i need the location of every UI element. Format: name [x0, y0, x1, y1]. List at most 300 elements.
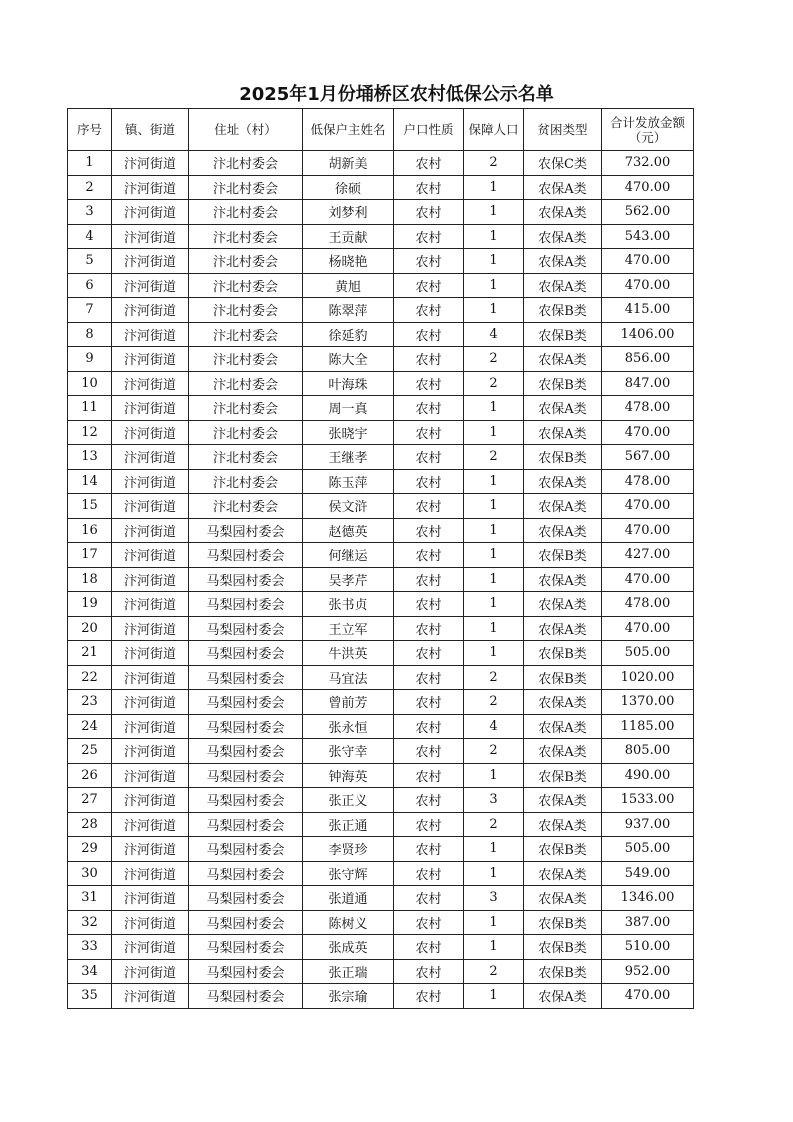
table-row: [68, 739, 694, 764]
table-row: [68, 200, 694, 225]
table-row: [68, 567, 694, 592]
people-cell: 2: [464, 739, 524, 764]
household-type-cell: 农村: [394, 420, 464, 445]
people-cell: 3: [464, 886, 524, 911]
header-street: 镇、街道: [112, 109, 189, 151]
page-title: 2025年1月份埇桥区农村低保公示名单: [239, 84, 554, 105]
name-cell: 张正通: [303, 812, 394, 837]
people-cell: 3: [464, 788, 524, 813]
people-cell: 1: [464, 543, 524, 568]
name-cell: 钟海英: [303, 763, 394, 788]
name-cell: 胡新美: [303, 151, 394, 176]
address-cell: 马梨园村委会: [189, 690, 303, 715]
people-cell: 1: [464, 420, 524, 445]
name-cell: 陈玉萍: [303, 469, 394, 494]
address-cell: 汴北村委会: [189, 469, 303, 494]
table-row: [68, 273, 694, 298]
index-cell: 23: [68, 690, 112, 715]
people-cell: 1: [464, 641, 524, 666]
amount-cell: 478.00: [602, 396, 694, 421]
street-cell: 汴河街道: [112, 886, 189, 911]
poverty-type-cell: 农保A类: [524, 984, 602, 1009]
people-cell: 1: [464, 175, 524, 200]
amount-cell: 478.00: [602, 469, 694, 494]
household-type-cell: 农村: [394, 616, 464, 641]
amount-cell: 470.00: [602, 249, 694, 274]
address-cell: 汴北村委会: [189, 396, 303, 421]
household-type-cell: 农村: [394, 494, 464, 519]
poverty-type-cell: 农保A类: [524, 616, 602, 641]
index-cell: 13: [68, 445, 112, 470]
street-cell: 汴河街道: [112, 151, 189, 176]
household-type-cell: 农村: [394, 690, 464, 715]
people-cell: 1: [464, 763, 524, 788]
index-cell: 3: [68, 200, 112, 225]
household-type-cell: 农村: [394, 469, 464, 494]
name-cell: 赵德英: [303, 518, 394, 543]
amount-cell: 470.00: [602, 567, 694, 592]
address-cell: 汴北村委会: [189, 273, 303, 298]
people-cell: 2: [464, 445, 524, 470]
name-cell: 陈大全: [303, 347, 394, 372]
people-cell: 2: [464, 347, 524, 372]
household-type-cell: 农村: [394, 984, 464, 1009]
index-cell: 26: [68, 763, 112, 788]
street-cell: 汴河街道: [112, 984, 189, 1009]
poverty-type-cell: 农保B类: [524, 298, 602, 323]
index-cell: 30: [68, 861, 112, 886]
table-row: [68, 714, 694, 739]
street-cell: 汴河街道: [112, 371, 189, 396]
table-row: [68, 347, 694, 372]
index-cell: 15: [68, 494, 112, 519]
index-cell: 22: [68, 665, 112, 690]
household-type-cell: 农村: [394, 567, 464, 592]
poverty-type-cell: 农保A类: [524, 273, 602, 298]
street-cell: 汴河街道: [112, 739, 189, 764]
household-type-cell: 农村: [394, 445, 464, 470]
name-cell: 张晓宇: [303, 420, 394, 445]
street-cell: 汴河街道: [112, 469, 189, 494]
amount-cell: 470.00: [602, 420, 694, 445]
table-row: [68, 322, 694, 347]
table-row: [68, 788, 694, 813]
people-cell: 1: [464, 396, 524, 421]
table-row: [68, 616, 694, 641]
address-cell: 汴北村委会: [189, 224, 303, 249]
household-type-cell: 农村: [394, 200, 464, 225]
address-cell: 马梨园村委会: [189, 984, 303, 1009]
name-cell: 王继孝: [303, 445, 394, 470]
street-cell: 汴河街道: [112, 543, 189, 568]
address-cell: 马梨园村委会: [189, 812, 303, 837]
poverty-type-cell: 农保A类: [524, 175, 602, 200]
household-type-cell: 农村: [394, 739, 464, 764]
poverty-type-cell: 农保A类: [524, 886, 602, 911]
index-cell: 5: [68, 249, 112, 274]
index-cell: 8: [68, 322, 112, 347]
index-cell: 12: [68, 420, 112, 445]
street-cell: 汴河街道: [112, 518, 189, 543]
table-row: [68, 175, 694, 200]
street-cell: 汴河街道: [112, 616, 189, 641]
amount-cell: 1346.00: [602, 886, 694, 911]
people-cell: 1: [464, 469, 524, 494]
index-cell: 1: [68, 151, 112, 176]
name-cell: 张永恒: [303, 714, 394, 739]
poverty-type-cell: 农保B类: [524, 543, 602, 568]
table-row: [68, 494, 694, 519]
street-cell: 汴河街道: [112, 224, 189, 249]
street-cell: 汴河街道: [112, 959, 189, 984]
address-cell: 马梨园村委会: [189, 910, 303, 935]
name-cell: 刘梦利: [303, 200, 394, 225]
people-cell: 1: [464, 224, 524, 249]
index-cell: 27: [68, 788, 112, 813]
street-cell: 汴河街道: [112, 298, 189, 323]
name-cell: 张正义: [303, 788, 394, 813]
street-cell: 汴河街道: [112, 200, 189, 225]
household-type-cell: 农村: [394, 592, 464, 617]
name-cell: 陈树义: [303, 910, 394, 935]
household-type-cell: 农村: [394, 151, 464, 176]
name-cell: 杨晓艳: [303, 249, 394, 274]
address-cell: 汴北村委会: [189, 200, 303, 225]
table-row: [68, 861, 694, 886]
address-cell: 汴北村委会: [189, 494, 303, 519]
address-cell: 汴北村委会: [189, 151, 303, 176]
name-cell: 牛洪英: [303, 641, 394, 666]
people-cell: 2: [464, 151, 524, 176]
street-cell: 汴河街道: [112, 175, 189, 200]
name-cell: 马宜法: [303, 665, 394, 690]
street-cell: 汴河街道: [112, 641, 189, 666]
household-type-cell: 农村: [394, 665, 464, 690]
household-type-cell: 农村: [394, 273, 464, 298]
people-cell: 1: [464, 273, 524, 298]
address-cell: 汴北村委会: [189, 347, 303, 372]
street-cell: 汴河街道: [112, 935, 189, 960]
people-cell: 1: [464, 861, 524, 886]
people-cell: 1: [464, 616, 524, 641]
name-cell: 陈翠萍: [303, 298, 394, 323]
household-type-cell: 农村: [394, 935, 464, 960]
name-cell: 王贡献: [303, 224, 394, 249]
street-cell: 汴河街道: [112, 322, 189, 347]
street-cell: 汴河街道: [112, 665, 189, 690]
address-cell: 马梨园村委会: [189, 665, 303, 690]
index-cell: 18: [68, 567, 112, 592]
amount-cell: 1406.00: [602, 322, 694, 347]
header-poverty-type: 贫困类型: [524, 109, 602, 151]
table-row: [68, 812, 694, 837]
amount-cell: 952.00: [602, 959, 694, 984]
amount-cell: 505.00: [602, 641, 694, 666]
street-cell: 汴河街道: [112, 273, 189, 298]
table-row: [68, 249, 694, 274]
poverty-type-cell: 农保A类: [524, 200, 602, 225]
household-type-cell: 农村: [394, 224, 464, 249]
amount-cell: 387.00: [602, 910, 694, 935]
address-cell: 汴北村委会: [189, 249, 303, 274]
poverty-type-cell: 农保A类: [524, 592, 602, 617]
amount-cell: 1020.00: [602, 665, 694, 690]
address-cell: 马梨园村委会: [189, 886, 303, 911]
address-cell: 马梨园村委会: [189, 592, 303, 617]
amount-cell: 470.00: [602, 616, 694, 641]
poverty-type-cell: 农保A类: [524, 739, 602, 764]
poverty-type-cell: 农保C类: [524, 151, 602, 176]
index-cell: 20: [68, 616, 112, 641]
poverty-type-cell: 农保A类: [524, 861, 602, 886]
index-cell: 14: [68, 469, 112, 494]
amount-cell: 470.00: [602, 984, 694, 1009]
street-cell: 汴河街道: [112, 788, 189, 813]
index-cell: 34: [68, 959, 112, 984]
index-cell: 16: [68, 518, 112, 543]
table-row: [68, 445, 694, 470]
household-type-cell: 农村: [394, 886, 464, 911]
recipient-table: [67, 108, 694, 1009]
table-row: [68, 543, 694, 568]
address-cell: 汴北村委会: [189, 175, 303, 200]
street-cell: 汴河街道: [112, 763, 189, 788]
address-cell: 马梨园村委会: [189, 788, 303, 813]
people-cell: 1: [464, 200, 524, 225]
name-cell: 徐延豹: [303, 322, 394, 347]
street-cell: 汴河街道: [112, 690, 189, 715]
people-cell: 2: [464, 665, 524, 690]
index-cell: 25: [68, 739, 112, 764]
amount-cell: 478.00: [602, 592, 694, 617]
amount-cell: 1533.00: [602, 788, 694, 813]
people-cell: 1: [464, 984, 524, 1009]
poverty-type-cell: 农保A类: [524, 347, 602, 372]
household-type-cell: 农村: [394, 763, 464, 788]
people-cell: 1: [464, 518, 524, 543]
amount-cell: 847.00: [602, 371, 694, 396]
household-type-cell: 农村: [394, 812, 464, 837]
name-cell: 张书贞: [303, 592, 394, 617]
household-type-cell: 农村: [394, 543, 464, 568]
people-cell: 4: [464, 322, 524, 347]
street-cell: 汴河街道: [112, 812, 189, 837]
address-cell: 马梨园村委会: [189, 543, 303, 568]
index-cell: 9: [68, 347, 112, 372]
household-type-cell: 农村: [394, 347, 464, 372]
header-people: 保障人口: [464, 109, 524, 151]
poverty-type-cell: 农保B类: [524, 445, 602, 470]
people-cell: 1: [464, 910, 524, 935]
poverty-type-cell: 农保A类: [524, 812, 602, 837]
amount-cell: 567.00: [602, 445, 694, 470]
street-cell: 汴河街道: [112, 396, 189, 421]
street-cell: 汴河街道: [112, 837, 189, 862]
street-cell: 汴河街道: [112, 861, 189, 886]
household-type-cell: 农村: [394, 910, 464, 935]
table-row: [68, 371, 694, 396]
name-cell: 侯文浒: [303, 494, 394, 519]
poverty-type-cell: 农保B类: [524, 322, 602, 347]
address-cell: 马梨园村委会: [189, 935, 303, 960]
household-type-cell: 农村: [394, 175, 464, 200]
street-cell: 汴河街道: [112, 249, 189, 274]
people-cell: 1: [464, 249, 524, 274]
people-cell: 4: [464, 714, 524, 739]
amount-cell: 470.00: [602, 494, 694, 519]
amount-cell: 732.00: [602, 151, 694, 176]
amount-cell: 1185.00: [602, 714, 694, 739]
household-type-cell: 农村: [394, 959, 464, 984]
header-amount: 合计发放金额（元）: [602, 109, 694, 151]
poverty-type-cell: 农保A类: [524, 690, 602, 715]
address-cell: 马梨园村委会: [189, 861, 303, 886]
table-row: [68, 837, 694, 862]
index-cell: 24: [68, 714, 112, 739]
index-cell: 7: [68, 298, 112, 323]
table-row: [68, 151, 694, 176]
index-cell: 11: [68, 396, 112, 421]
amount-cell: 505.00: [602, 837, 694, 862]
amount-cell: 427.00: [602, 543, 694, 568]
poverty-type-cell: 农保A类: [524, 518, 602, 543]
table-row: [68, 935, 694, 960]
amount-cell: 490.00: [602, 763, 694, 788]
table-row: [68, 959, 694, 984]
name-cell: 王立军: [303, 616, 394, 641]
poverty-type-cell: 农保A类: [524, 714, 602, 739]
street-cell: 汴河街道: [112, 592, 189, 617]
poverty-type-cell: 农保B类: [524, 910, 602, 935]
name-cell: 黄旭: [303, 273, 394, 298]
poverty-type-cell: 农保A类: [524, 567, 602, 592]
street-cell: 汴河街道: [112, 347, 189, 372]
header-address: 住址（村）: [189, 109, 303, 151]
street-cell: 汴河街道: [112, 714, 189, 739]
index-cell: 17: [68, 543, 112, 568]
index-cell: 4: [68, 224, 112, 249]
index-cell: 10: [68, 371, 112, 396]
household-type-cell: 农村: [394, 322, 464, 347]
household-type-cell: 农村: [394, 298, 464, 323]
street-cell: 汴河街道: [112, 910, 189, 935]
table-row: [68, 420, 694, 445]
amount-cell: 470.00: [602, 273, 694, 298]
name-cell: 徐硕: [303, 175, 394, 200]
index-cell: 2: [68, 175, 112, 200]
amount-cell: 470.00: [602, 518, 694, 543]
poverty-type-cell: 农保A类: [524, 224, 602, 249]
poverty-type-cell: 农保B类: [524, 641, 602, 666]
amount-cell: 937.00: [602, 812, 694, 837]
household-type-cell: 农村: [394, 788, 464, 813]
table-row: [68, 690, 694, 715]
poverty-type-cell: 农保B类: [524, 665, 602, 690]
address-cell: 马梨园村委会: [189, 714, 303, 739]
name-cell: 何继运: [303, 543, 394, 568]
table-row: [68, 886, 694, 911]
poverty-type-cell: 农保B类: [524, 763, 602, 788]
table-row: [68, 665, 694, 690]
name-cell: 张正瑞: [303, 959, 394, 984]
address-cell: 马梨园村委会: [189, 567, 303, 592]
name-cell: 张宗瑜: [303, 984, 394, 1009]
address-cell: 马梨园村委会: [189, 959, 303, 984]
index-cell: 32: [68, 910, 112, 935]
address-cell: 马梨园村委会: [189, 837, 303, 862]
name-cell: 李贤珍: [303, 837, 394, 862]
poverty-type-cell: 农保B类: [524, 837, 602, 862]
people-cell: 2: [464, 690, 524, 715]
index-cell: 28: [68, 812, 112, 837]
address-cell: 汴北村委会: [189, 420, 303, 445]
index-cell: 6: [68, 273, 112, 298]
household-type-cell: 农村: [394, 396, 464, 421]
table-row: [68, 641, 694, 666]
name-cell: 张成英: [303, 935, 394, 960]
people-cell: 1: [464, 592, 524, 617]
header-household-type: 户口性质: [394, 109, 464, 151]
table-row: [68, 298, 694, 323]
name-cell: 张道通: [303, 886, 394, 911]
address-cell: 汴北村委会: [189, 298, 303, 323]
poverty-type-cell: 农保A类: [524, 788, 602, 813]
amount-cell: 805.00: [602, 739, 694, 764]
name-cell: 张守幸: [303, 739, 394, 764]
table-header-row: [68, 109, 694, 151]
amount-cell: 562.00: [602, 200, 694, 225]
header-name: 低保户主姓名: [303, 109, 394, 151]
index-cell: 31: [68, 886, 112, 911]
household-type-cell: 农村: [394, 837, 464, 862]
poverty-type-cell: 农保B类: [524, 935, 602, 960]
amount-cell: 510.00: [602, 935, 694, 960]
table-row: [68, 910, 694, 935]
household-type-cell: 农村: [394, 714, 464, 739]
name-cell: 吴孝芹: [303, 567, 394, 592]
street-cell: 汴河街道: [112, 494, 189, 519]
table-row: [68, 518, 694, 543]
address-cell: 汴北村委会: [189, 445, 303, 470]
table-row: [68, 469, 694, 494]
index-cell: 19: [68, 592, 112, 617]
people-cell: 2: [464, 959, 524, 984]
name-cell: 张守辉: [303, 861, 394, 886]
poverty-type-cell: 农保B类: [524, 371, 602, 396]
table-row: [68, 224, 694, 249]
address-cell: 汴北村委会: [189, 371, 303, 396]
poverty-type-cell: 农保A类: [524, 469, 602, 494]
index-cell: 29: [68, 837, 112, 862]
amount-cell: 856.00: [602, 347, 694, 372]
table-row: [68, 984, 694, 1009]
amount-cell: 470.00: [602, 175, 694, 200]
index-cell: 21: [68, 641, 112, 666]
amount-cell: 549.00: [602, 861, 694, 886]
address-cell: 马梨园村委会: [189, 641, 303, 666]
index-cell: 33: [68, 935, 112, 960]
people-cell: 1: [464, 298, 524, 323]
index-cell: 35: [68, 984, 112, 1009]
table-row: [68, 396, 694, 421]
household-type-cell: 农村: [394, 371, 464, 396]
poverty-type-cell: 农保A类: [524, 249, 602, 274]
poverty-type-cell: 农保A类: [524, 396, 602, 421]
street-cell: 汴河街道: [112, 445, 189, 470]
address-cell: 马梨园村委会: [189, 763, 303, 788]
header-index: 序号: [68, 109, 112, 151]
address-cell: 马梨园村委会: [189, 518, 303, 543]
